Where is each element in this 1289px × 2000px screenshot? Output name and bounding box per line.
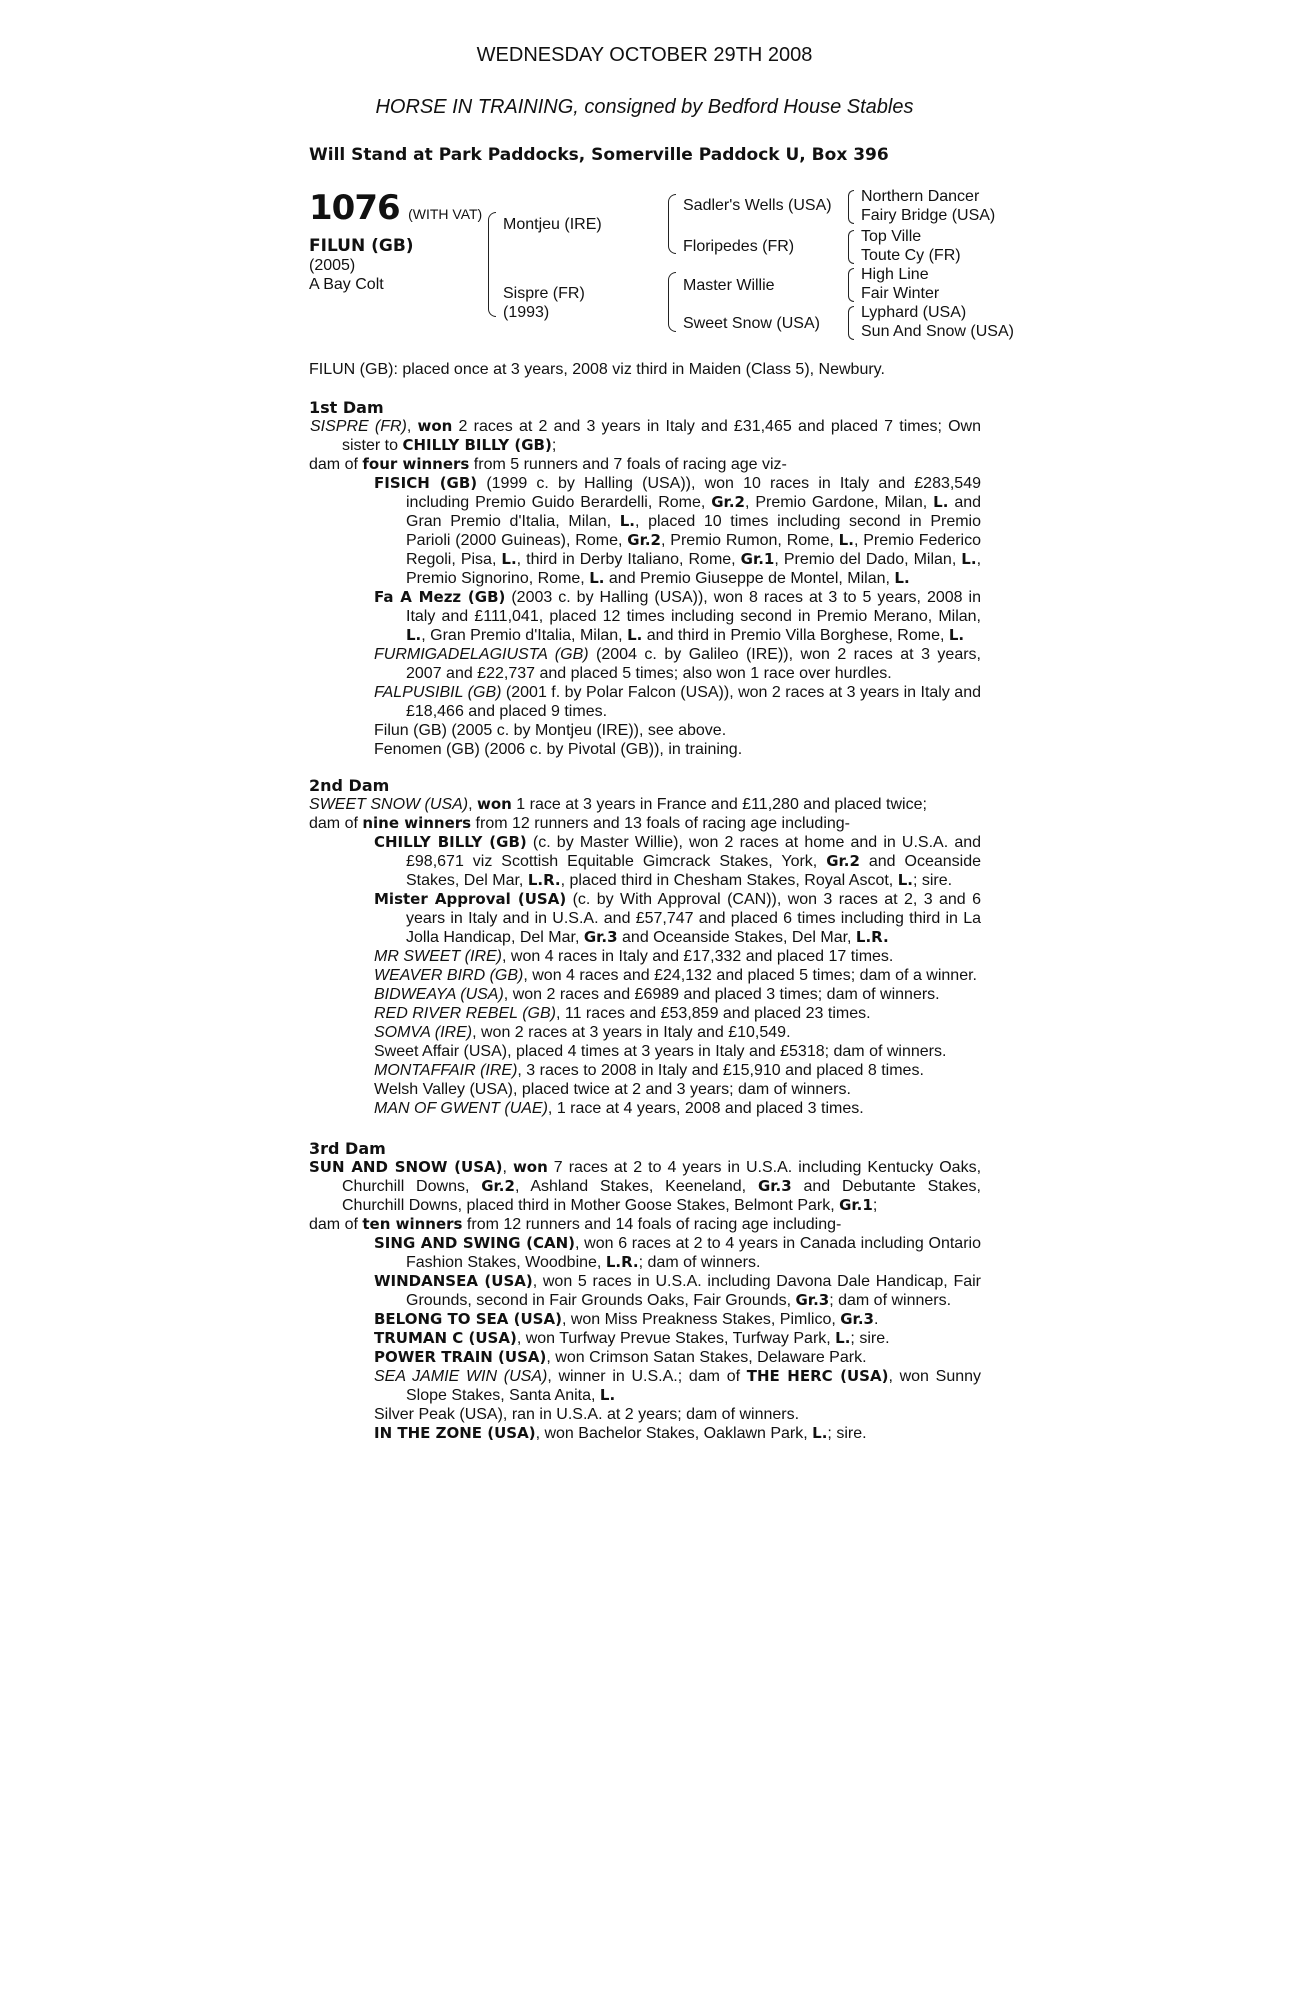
text: , won 6 races at 2 to 4 years in Canada including Ontario Fashion Stakes, Woodbine, — [406, 1235, 981, 1271]
text: , placed 10 times including second in Premio Parioli (2000 Guineas), Rome, — [406, 513, 982, 549]
grade: L. — [838, 531, 854, 549]
winners-count: four winners — [362, 455, 470, 473]
foal-name: MAN OF GWENT (UAE) — [374, 1100, 548, 1117]
grade: Gr.3 — [840, 1310, 874, 1328]
dam-name: SWEET SNOW (USA) — [309, 796, 469, 813]
grade: Gr.2 — [711, 493, 745, 511]
text: ; — [551, 437, 557, 454]
foal-name: WEAVER BIRD (GB) — [374, 967, 524, 984]
grade: L.R. — [855, 928, 889, 946]
brace-4 — [848, 306, 854, 340]
first-dam-produce-intro — [309, 455, 981, 474]
text: , — [468, 796, 477, 813]
produce-truman-c — [309, 1329, 981, 1348]
text: , Premio Rumon, Rome, — [661, 532, 839, 549]
text: and Gran Premio d'Italia, Milan, — [406, 494, 982, 530]
text: , won 4 races and £24,132 and placed 5 times; dam of a winner. — [523, 967, 977, 984]
pedigree-dam-year: (1993) — [503, 304, 550, 321]
text: and Oceanside Stakes, Del Mar, — [617, 929, 856, 946]
text: , won 2 races at 3 years in Italy and £10,549. — [472, 1024, 791, 1041]
produce-mister-approval — [309, 890, 981, 947]
sibling-name: CHILLY BILLY (GB) — [402, 436, 552, 454]
grade: L. — [961, 550, 977, 568]
produce-man-of-gwent — [309, 1099, 981, 1118]
pedigree-dam: Sispre (FR) — [503, 285, 585, 302]
text: 7 races at 2 to 4 years in U.S.A. including Kentucky Oaks, Churchill Downs, — [342, 1159, 982, 1195]
text: and Debutante Stakes, Churchill Downs, placed third in Mother Goose Stakes, Belmont Park, — [342, 1178, 982, 1214]
foal-name: RED RIVER REBEL (GB) — [374, 1005, 556, 1022]
first-dam-record — [309, 417, 981, 455]
produce-welsh-valley: Welsh Valley (USA), placed twice at 2 and 3 years; dam of winners. — [374, 1081, 851, 1098]
text: , won Turfway Prevue Stakes, Turfway Park, — [516, 1330, 836, 1347]
text: , Premio Signorino, Rome, — [406, 551, 982, 587]
text: 1 race at 3 years in France and £11,280 and placed twice; — [511, 796, 927, 813]
text: , won Crimson Satan Stakes, Delaware Park. — [546, 1349, 867, 1366]
grade: Gr.2 — [627, 531, 661, 549]
foal-name: FISICH (GB) — [374, 474, 478, 492]
text: ; sire. — [912, 872, 953, 889]
text: , Premio Gardone, Milan, — [744, 494, 934, 511]
text: , third in Derby Italiano, Rome, — [516, 551, 741, 568]
won-label: won — [512, 1158, 548, 1176]
grade: Gr.3 — [795, 1291, 830, 1309]
grade: Gr.1 — [740, 550, 775, 568]
produce-sing-and-swing — [309, 1234, 981, 1272]
foal-name: BELONG TO SEA (USA) — [374, 1310, 562, 1328]
lot-heading — [309, 188, 482, 228]
grade: L. — [406, 626, 422, 644]
sire-dam-brace — [488, 212, 496, 317]
pedigree-sire-sire: Sadler's Wells (USA) — [683, 197, 832, 214]
second-dam-section — [309, 776, 981, 1118]
text: ; sire. — [850, 1330, 890, 1347]
second-dam-heading: 2nd Dam — [309, 776, 390, 795]
text: , Premio del Dado, Milan, — [774, 551, 962, 568]
text: ; sire. — [827, 1425, 867, 1442]
text: , 1 race at 4 years, 2008 and placed 3 times. — [547, 1100, 864, 1117]
text: , won Bachelor Stakes, Oaklawn Park, — [535, 1425, 813, 1442]
produce-in-the-zone — [309, 1424, 981, 1443]
produce-furmigadelagiusta — [309, 645, 981, 683]
text: , Gran Premio d'Italia, Milan, — [421, 627, 628, 644]
produce-power-train — [309, 1348, 981, 1367]
produce-sea-jamie-win — [309, 1367, 981, 1405]
foal-name: SING AND SWING (CAN) — [374, 1234, 575, 1252]
text: , 3 races to 2008 in Italy and £15,910 and placed 8 times. — [517, 1062, 924, 1079]
pedigree-ssd: Fairy Bridge (USA) — [861, 207, 996, 224]
foal-name: POWER TRAIN (USA) — [374, 1348, 547, 1366]
text: , winner in U.S.A.; dam of — [547, 1368, 747, 1385]
horse-name: FILUN (GB) — [309, 236, 414, 256]
produce-mr-sweet — [309, 947, 981, 966]
sire-line-brace — [668, 194, 676, 254]
second-dam-record — [309, 795, 981, 814]
produce-belong-to-sea — [309, 1310, 981, 1329]
text: ; — [872, 1197, 878, 1214]
produce-weaver-bird — [309, 966, 981, 985]
lot-vat: (WITH VAT) — [408, 206, 483, 222]
produce-red-river-rebel — [309, 1004, 981, 1023]
produce-fa-a-mezz — [309, 588, 981, 645]
text: , won 5 races in U.S.A. including Davona Dale Handicap, Fair Grounds, second in Fair Grounds Oaks, Fair Grounds, — [406, 1273, 981, 1309]
grade: L. — [894, 569, 910, 587]
text: dam of — [309, 815, 363, 832]
text: (2003 c. by Halling (USA)), won 8 races at 3 to 5 years, 2008 in Italy and £111,041, placed 12 times including second in Premio Merano, Milan, — [406, 589, 981, 625]
text: . — [873, 1311, 879, 1328]
first-dam-section — [309, 398, 981, 759]
brace-2 — [848, 230, 854, 264]
grade: L. — [835, 1329, 851, 1347]
brace-1 — [848, 190, 854, 224]
text: (c. by Master Willie), won 2 races at home and in U.S.A. and £98,671 viz Scottish Equitable Gimcrack Stakes, York, — [406, 834, 982, 870]
foal-name: TRUMAN C (USA) — [374, 1329, 517, 1347]
dam-line-brace — [668, 272, 676, 332]
produce-sweet-affair: Sweet Affair (USA), placed 4 times at 3 years in Italy and £5318; dam of winners. — [374, 1043, 947, 1060]
produce-bidweaya — [309, 985, 981, 1004]
produce-fisich — [309, 474, 981, 588]
text: , — [406, 418, 418, 435]
text: and Oceanside Stakes, Del Mar, — [406, 853, 982, 889]
grade: Gr.3 — [757, 1177, 792, 1195]
produce-montaffair — [309, 1061, 981, 1080]
text: 2 races at 2 and 3 years in Italy and £31,465 and placed 7 times; Own sister to — [342, 418, 982, 454]
consignment-line: HORSE IN TRAINING, consigned by Bedford House Stables — [375, 96, 914, 118]
text: from 5 runners and 7 foals of racing age viz- — [469, 456, 787, 473]
foal-name: WINDANSEA (USA) — [374, 1272, 533, 1290]
text: (c. by With Approval (CAN)), won 3 races at 2, 3 and 6 years in Italy and in U.S.A. and £57,747 and placed 6 times including third in La Jolla Handicap, Del Mar, — [406, 891, 981, 946]
race-summary: FILUN (GB): placed once at 3 years, 2008 viz third in Maiden (Class 5), Newbury. — [309, 361, 885, 378]
grade: L. — [599, 1386, 616, 1404]
text: , won 4 races in Italy and £17,332 and placed 17 times. — [502, 948, 894, 965]
text: , placed third in Chesham Stakes, Royal Ascot, — [560, 872, 898, 889]
dam-name: SISPRE (FR) — [310, 418, 407, 435]
text: ; dam of winners. — [829, 1292, 952, 1309]
text: , won Miss Preakness Stakes, Pimlico, — [561, 1311, 841, 1328]
grade: L. — [933, 493, 949, 511]
text: from 12 runners and 14 foals of racing age including- — [462, 1216, 842, 1233]
grade: L. — [589, 569, 605, 587]
foal-name: Mister Approval (USA) — [374, 890, 567, 908]
won-label: won — [417, 417, 453, 435]
third-dam-record — [309, 1158, 981, 1215]
pedigree-sire-dam: Floripedes (FR) — [683, 238, 795, 255]
foal-name: Fa A Mezz (GB) — [374, 588, 506, 606]
foal-name: BIDWEAYA (USA) — [374, 986, 504, 1003]
text: , won Sunny Slope Stakes, Santa Anita, — [406, 1368, 982, 1404]
grade: Gr.2 — [826, 852, 860, 870]
grade: Gr.1 — [839, 1196, 873, 1214]
first-dam-heading: 1st Dam — [309, 398, 384, 417]
winners-count: nine winners — [362, 814, 472, 832]
pedigree-dds: Lyphard (USA) — [861, 304, 967, 321]
text: and Premio Giuseppe de Montel, Milan, — [604, 570, 895, 587]
pedigree-sds: Top Ville — [861, 228, 922, 245]
foal-name: FURMIGADELAGIUSTA (GB) — [374, 646, 589, 663]
text: , Ashland Stakes, Keeneland, — [514, 1178, 758, 1195]
text: (2001 f. by Polar Falcon (USA)), won 2 races at 3 years in Italy and £18,466 and placed 9 times. — [406, 684, 982, 720]
foal-name: IN THE ZONE (USA) — [374, 1424, 536, 1442]
foal-name: SOMVA (IRE) — [374, 1024, 473, 1041]
text: , Premio Federico Regoli, Pisa, — [406, 532, 982, 568]
text: dam of — [309, 456, 363, 473]
grade: Gr.3 — [583, 928, 618, 946]
grade: L. — [897, 871, 913, 889]
text: (2004 c. by Galileo (IRE)), won 2 races at 3 years, 2007 and £22,737 and placed 5 times; also won 1 race over hurdles. — [406, 646, 981, 682]
grade: Gr.2 — [481, 1177, 515, 1195]
stand-location: Will Stand at Park Paddocks, Somerville Paddock U, Box 396 — [309, 145, 889, 165]
text: and third in Premio Villa Borghese, Rome, — [642, 627, 949, 644]
dam-name: SUN AND SNOW (USA) — [309, 1158, 503, 1176]
foal-name: THE HERC (USA) — [746, 1367, 889, 1385]
text: dam of — [309, 1216, 363, 1233]
third-dam-produce-intro — [309, 1215, 981, 1234]
produce-filun: Filun (GB) (2005 c. by Montjeu (IRE)), see above. — [374, 722, 727, 739]
text: from 12 runners and 13 foals of racing age including- — [471, 815, 850, 832]
foal-name: MR SWEET (IRE) — [374, 948, 502, 965]
pedigree-sdd: Toute Cy (FR) — [861, 247, 961, 264]
sale-date: WEDNESDAY OCTOBER 29TH 2008 — [476, 44, 813, 66]
pedigree-dsd: Fair Winter — [861, 285, 940, 302]
pedigree-sire: Montjeu (IRE) — [503, 216, 602, 233]
horse-year: (2005) — [309, 257, 356, 274]
pedigree-dss: High Line — [861, 266, 929, 283]
text: ; dam of winners. — [638, 1254, 761, 1271]
produce-fenomen: Fenomen (GB) (2006 c. by Pivotal (GB)), in training. — [374, 741, 743, 758]
produce-somva — [309, 1023, 981, 1042]
grade: L. — [627, 626, 643, 644]
grade: L. — [812, 1424, 828, 1442]
produce-falpusibil — [309, 683, 981, 721]
foal-name: MONTAFFAIR (IRE) — [374, 1062, 518, 1079]
third-dam-section — [309, 1139, 981, 1443]
pedigree-dam-sire: Master Willie — [683, 277, 775, 294]
horse-description: A Bay Colt — [309, 276, 384, 293]
grade: L. — [948, 626, 965, 644]
text: , won 2 races and £6989 and placed 3 times; dam of winners. — [503, 986, 940, 1003]
produce-silver-peak: Silver Peak (USA), ran in U.S.A. at 2 years; dam of winners. — [374, 1406, 800, 1423]
grade: L. — [619, 512, 635, 530]
produce-chilly-billy — [309, 833, 981, 890]
text: , — [502, 1159, 513, 1176]
pedigree-ddd: Sun And Snow (USA) — [861, 323, 1014, 340]
foal-name: CHILLY BILLY (GB) — [374, 833, 527, 851]
lot-number: 1076 — [309, 188, 400, 228]
text: (1999 c. by Halling (USA)), won 10 races in Italy and £283,549 including Premio Guido Berardelli, Rome, — [406, 475, 982, 511]
pedigree-dam-dam: Sweet Snow (USA) — [683, 315, 820, 332]
grade: L.R. — [527, 871, 561, 889]
pedigree-sss: Northern Dancer — [861, 188, 980, 205]
grade: L.R. — [605, 1253, 639, 1271]
second-dam-produce-intro — [309, 814, 981, 833]
produce-windansea — [309, 1272, 981, 1310]
winners-count: ten winners — [362, 1215, 463, 1233]
won-label: won — [477, 795, 512, 813]
third-dam-heading: 3rd Dam — [309, 1139, 386, 1158]
grade: L. — [501, 550, 517, 568]
foal-name: FALPUSIBIL (GB) — [374, 684, 502, 701]
brace-3 — [848, 268, 854, 302]
foal-name: SEA JAMIE WIN (USA) — [374, 1368, 548, 1385]
text: , 11 races and £53,859 and placed 23 times. — [555, 1005, 871, 1022]
